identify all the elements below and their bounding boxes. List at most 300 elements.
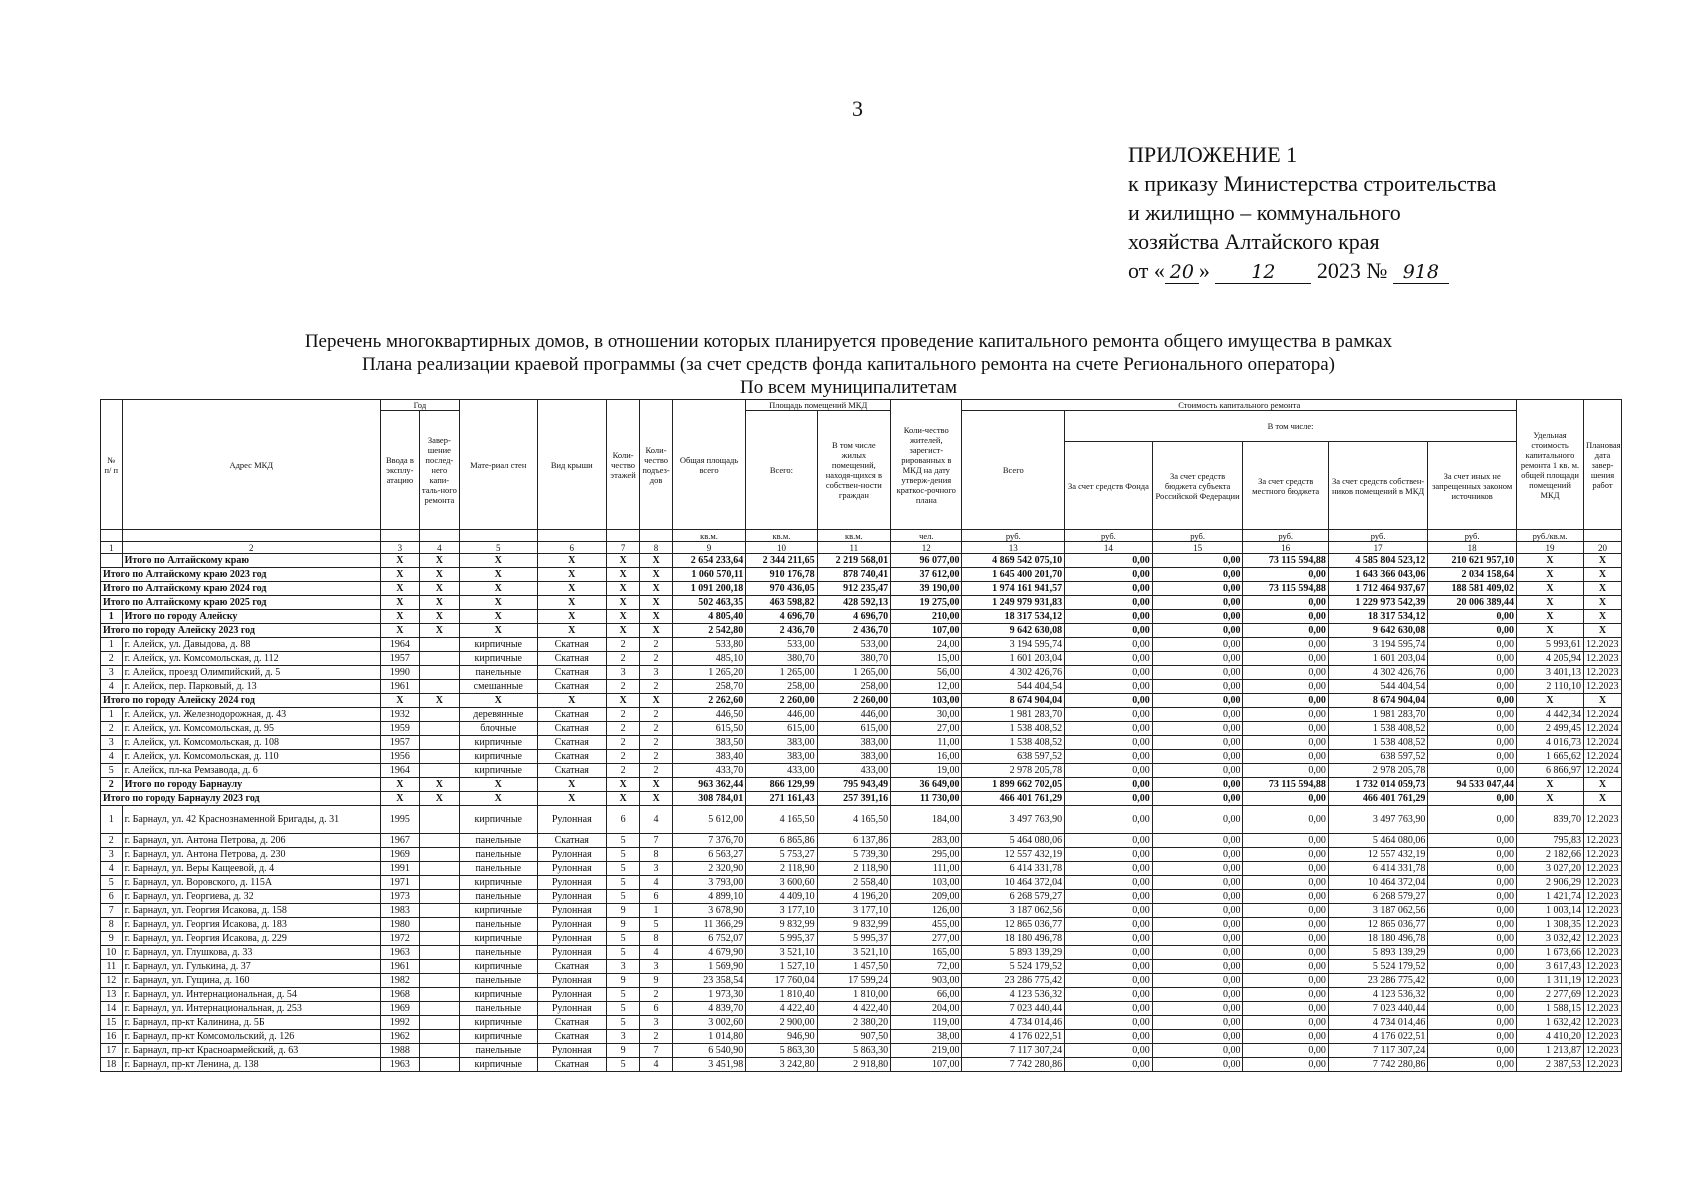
col-plan-date-header: Плановая дата завер-шения работ — [1584, 400, 1622, 530]
plan-date: 12.2023 — [1584, 1016, 1622, 1030]
roof-type: Скатная — [537, 1058, 606, 1072]
x-mark: X — [419, 582, 459, 596]
year-last-repair — [419, 1016, 459, 1030]
cost-federal: 0,00 — [1152, 904, 1243, 918]
row-number: 5 — [101, 876, 123, 890]
wall-material: панельные — [459, 890, 537, 904]
wall-material: смешанные — [459, 680, 537, 694]
area-all: 6 865,86 — [746, 834, 817, 848]
cost-fund: 0,00 — [1065, 918, 1153, 932]
x-mark: X — [606, 792, 640, 806]
x-mark: X — [537, 778, 606, 792]
year-last-repair — [419, 680, 459, 694]
cost-total: 3 194 595,74 — [962, 638, 1065, 652]
roof-type: Скатная — [537, 834, 606, 848]
area-total: 1 091 200,18 — [672, 582, 746, 596]
cost-owners: 18 317 534,12 — [1328, 610, 1427, 624]
cost-total: 3 497 763,90 — [962, 806, 1065, 834]
floors: 2 — [606, 638, 640, 652]
floors: 5 — [606, 988, 640, 1002]
area-resid: 380,70 — [817, 652, 891, 666]
residents: 283,00 — [891, 834, 962, 848]
area-all: 2 344 211,65 — [746, 554, 817, 568]
cost-local: 0,00 — [1243, 974, 1328, 988]
x-mark: X — [537, 582, 606, 596]
cost-federal: 0,00 — [1152, 1044, 1243, 1058]
cost-other: 210 621 957,10 — [1428, 554, 1517, 568]
cost-local: 0,00 — [1243, 1016, 1328, 1030]
unit-cost: 1 308,35 — [1517, 918, 1584, 932]
cost-total: 4 176 022,51 — [962, 1030, 1065, 1044]
unit-cost: X — [1517, 624, 1584, 638]
residents: 119,00 — [891, 1016, 962, 1030]
entrances: 6 — [640, 890, 672, 904]
cost-local: 0,00 — [1243, 806, 1328, 834]
entrances: 2 — [640, 722, 672, 736]
house-address: г. Алейск, ул. Комсомольская, д. 112 — [122, 652, 380, 666]
x-mark: X — [380, 778, 419, 792]
year-commission: 1968 — [380, 988, 419, 1002]
house-row — [101, 652, 1622, 666]
column-numbers-row — [101, 542, 1622, 554]
house-address: г. Барнаул, ул. Гущина, д. 160 — [122, 974, 380, 988]
x-mark: X — [640, 554, 672, 568]
floors: 3 — [606, 960, 640, 974]
cost-federal: 0,00 — [1152, 960, 1243, 974]
area-total: 1 265,20 — [672, 666, 746, 680]
column-number: 1 — [101, 542, 123, 554]
cost-other: 0,00 — [1428, 722, 1517, 736]
x-mark: X — [606, 778, 640, 792]
residents: 72,00 — [891, 960, 962, 974]
unit-cost: 3 027,20 — [1517, 862, 1584, 876]
year-last-repair — [419, 1030, 459, 1044]
row-number: 8 — [101, 918, 123, 932]
plan-date: 12.2023 — [1584, 904, 1622, 918]
unit-cost: 1 665,62 — [1517, 750, 1584, 764]
row-number: 7 — [101, 904, 123, 918]
unit-cost: 2 906,29 — [1517, 876, 1584, 890]
row-number: 18 — [101, 1058, 123, 1072]
year-commission: 1956 — [380, 750, 419, 764]
year-last-repair — [419, 890, 459, 904]
area-total: 4 899,10 — [672, 890, 746, 904]
cost-total: 18 180 496,78 — [962, 932, 1065, 946]
cost-other: 0,00 — [1428, 932, 1517, 946]
cost-federal: 0,00 — [1152, 918, 1243, 932]
col-number-header: № п/ п — [101, 400, 123, 530]
cost-owners: 7 117 307,24 — [1328, 1044, 1427, 1058]
cost-local: 73 115 594,88 — [1243, 778, 1328, 792]
year-last-repair — [419, 904, 459, 918]
cost-fund: 0,00 — [1065, 568, 1153, 582]
cost-owners: 4 302 426,76 — [1328, 666, 1427, 680]
area-total: 6 540,90 — [672, 1044, 746, 1058]
cost-local: 0,00 — [1243, 750, 1328, 764]
entrances: 4 — [640, 946, 672, 960]
area-total: 433,70 — [672, 764, 746, 778]
area-resid: 907,50 — [817, 1030, 891, 1044]
cost-total: 12 865 036,77 — [962, 918, 1065, 932]
plan-date: 12.2023 — [1584, 1058, 1622, 1072]
area-all: 866 129,99 — [746, 778, 817, 792]
date-year: 2023 № — [1316, 258, 1388, 283]
row-number: 11 — [101, 960, 123, 974]
heading-line: Перечень многоквартирных домов, в отношении которых планируется проведение капитального ремонта общего имущества в рамках — [304, 331, 1393, 352]
house-row — [101, 764, 1622, 778]
cost-local: 0,00 — [1243, 960, 1328, 974]
area-resid: 258,00 — [817, 680, 891, 694]
wall-material: кирпичные — [459, 932, 537, 946]
roof-type: Рулонная — [537, 904, 606, 918]
house-row — [101, 638, 1622, 652]
x-mark: X — [537, 610, 606, 624]
wall-material: панельные — [459, 1044, 537, 1058]
cost-total: 466 401 761,29 — [962, 792, 1065, 806]
residents: 165,00 — [891, 946, 962, 960]
entrances: 3 — [640, 862, 672, 876]
floors: 2 — [606, 652, 640, 666]
year-last-repair — [419, 974, 459, 988]
residents: 11 730,00 — [891, 792, 962, 806]
row-number: 2 — [101, 652, 123, 666]
column-number: 19 — [1517, 542, 1584, 554]
cost-local: 0,00 — [1243, 596, 1328, 610]
floors: 2 — [606, 708, 640, 722]
plan-date: X — [1584, 568, 1622, 582]
entrances: 3 — [640, 666, 672, 680]
house-address: г. Алейск, ул. Железнодорожная, д. 43 — [122, 708, 380, 722]
floors: 3 — [606, 1030, 640, 1044]
cost-local: 0,00 — [1243, 1058, 1328, 1072]
cost-other: 0,00 — [1428, 638, 1517, 652]
cost-total: 9 642 630,08 — [962, 624, 1065, 638]
cost-other: 0,00 — [1428, 680, 1517, 694]
cost-other: 0,00 — [1428, 890, 1517, 904]
wall-material: панельные — [459, 848, 537, 862]
wall-material: кирпичные — [459, 1016, 537, 1030]
year-last-repair — [419, 708, 459, 722]
residents: 66,00 — [891, 988, 962, 1002]
plan-date: 12.2023 — [1584, 834, 1622, 848]
cost-local: 0,00 — [1243, 708, 1328, 722]
cost-total: 23 286 775,42 — [962, 974, 1065, 988]
floors: 2 — [606, 736, 640, 750]
house-address: г. Алейск, ул. Давыдова, д. 88 — [122, 638, 380, 652]
house-address: г. Барнаул, пр-кт Калинина, д. 5Б — [122, 1016, 380, 1030]
total-label: Итого по городу Алейску 2024 год — [101, 694, 381, 708]
area-resid: 878 740,41 — [817, 568, 891, 582]
area-total: 1 014,80 — [672, 1030, 746, 1044]
area-all: 4 165,50 — [746, 806, 817, 834]
cost-local: 0,00 — [1243, 624, 1328, 638]
house-row — [101, 708, 1622, 722]
unit-label: руб. — [1328, 530, 1427, 542]
residents: 210,00 — [891, 610, 962, 624]
cost-owners: 10 464 372,04 — [1328, 876, 1427, 890]
area-all: 258,00 — [746, 680, 817, 694]
total-row — [101, 554, 1622, 568]
x-mark: X — [640, 778, 672, 792]
year-total-row — [101, 694, 1622, 708]
x-mark: X — [640, 568, 672, 582]
entrances: 2 — [640, 736, 672, 750]
area-resid: 6 137,86 — [817, 834, 891, 848]
plan-date: 12.2024 — [1584, 708, 1622, 722]
plan-date: 12.2023 — [1584, 988, 1622, 1002]
x-mark: X — [419, 624, 459, 638]
roof-type: Скатная — [537, 1016, 606, 1030]
col-year-group-header: Год — [380, 400, 459, 411]
area-total: 3 002,60 — [672, 1016, 746, 1030]
area-all: 4 409,10 — [746, 890, 817, 904]
total-label: Итого по городу Барнаулу 2023 год — [101, 792, 381, 806]
plan-date: X — [1584, 778, 1622, 792]
area-resid: 1 457,50 — [817, 960, 891, 974]
area-total: 615,50 — [672, 722, 746, 736]
cost-total: 1 601 203,04 — [962, 652, 1065, 666]
roof-type: Рулонная — [537, 918, 606, 932]
house-address: г. Барнаул, ул. Гулькина, д. 37 — [122, 960, 380, 974]
entrances: 3 — [640, 1016, 672, 1030]
cost-fund: 0,00 — [1065, 722, 1153, 736]
unit-cost: X — [1517, 568, 1584, 582]
area-all: 9 832,99 — [746, 918, 817, 932]
year-commission: 1983 — [380, 904, 419, 918]
cost-other: 0,00 — [1428, 792, 1517, 806]
area-all: 5 995,37 — [746, 932, 817, 946]
residents: 37 612,00 — [891, 568, 962, 582]
cost-fund: 0,00 — [1065, 1002, 1153, 1016]
cost-fund: 0,00 — [1065, 1030, 1153, 1044]
cost-federal: 0,00 — [1152, 806, 1243, 834]
wall-material: кирпичные — [459, 904, 537, 918]
entrances: 2 — [640, 680, 672, 694]
house-row — [101, 834, 1622, 848]
floors: 5 — [606, 834, 640, 848]
floors: 5 — [606, 946, 640, 960]
cost-local: 0,00 — [1243, 694, 1328, 708]
annex-title: ПРИЛОЖЕНИЕ 1 — [1128, 142, 1298, 167]
year-last-repair — [419, 1058, 459, 1072]
unit-label: кв.м. — [746, 530, 817, 542]
cost-fund: 0,00 — [1065, 750, 1153, 764]
cost-federal: 0,00 — [1152, 736, 1243, 750]
total-label: Итого по городу Барнаулу — [122, 778, 380, 792]
plan-date: 12.2024 — [1584, 750, 1622, 764]
order-number-signature: 918 — [1393, 261, 1449, 284]
cost-other: 0,00 — [1428, 960, 1517, 974]
wall-material: кирпичные — [459, 806, 537, 834]
cost-owners: 3 194 595,74 — [1328, 638, 1427, 652]
column-number: 10 — [746, 542, 817, 554]
row-number: 5 — [101, 764, 123, 778]
cost-other: 2 034 158,64 — [1428, 568, 1517, 582]
house-row — [101, 946, 1622, 960]
cost-local: 0,00 — [1243, 722, 1328, 736]
roof-type: Скатная — [537, 652, 606, 666]
wall-material: панельные — [459, 834, 537, 848]
column-number: 8 — [640, 542, 672, 554]
area-total: 533,80 — [672, 638, 746, 652]
year-last-repair — [419, 960, 459, 974]
area-total: 11 366,29 — [672, 918, 746, 932]
year-commission: 1961 — [380, 680, 419, 694]
cost-other: 188 581 409,02 — [1428, 582, 1517, 596]
x-mark: X — [640, 694, 672, 708]
col-year-commission-header: Ввода в эксплу-атацию — [380, 411, 419, 530]
area-all: 615,00 — [746, 722, 817, 736]
area-total: 446,50 — [672, 708, 746, 722]
entrances: 2 — [640, 638, 672, 652]
plan-date: X — [1584, 792, 1622, 806]
cost-local: 0,00 — [1243, 862, 1328, 876]
roof-type: Рулонная — [537, 974, 606, 988]
residents: 103,00 — [891, 876, 962, 890]
x-mark: X — [537, 792, 606, 806]
x-mark: X — [419, 778, 459, 792]
year-last-repair — [419, 750, 459, 764]
plan-date: 12.2023 — [1584, 1002, 1622, 1016]
floors: 2 — [606, 722, 640, 736]
unit-cost: 5 993,61 — [1517, 638, 1584, 652]
house-address: г. Барнаул, ул. Георгия Исакова, д. 183 — [122, 918, 380, 932]
unit-cost: 795,83 — [1517, 834, 1584, 848]
area-resid: 5 863,30 — [817, 1044, 891, 1058]
cost-other: 0,00 — [1428, 694, 1517, 708]
wall-material: кирпичные — [459, 638, 537, 652]
roof-type: Рулонная — [537, 890, 606, 904]
residents: 19 275,00 — [891, 596, 962, 610]
roof-type: Рулонная — [537, 806, 606, 834]
cost-owners: 4 123 536,32 — [1328, 988, 1427, 1002]
cost-other: 0,00 — [1428, 1044, 1517, 1058]
year-commission: 1957 — [380, 736, 419, 750]
annex-block — [1128, 140, 1496, 285]
cost-federal: 0,00 — [1152, 750, 1243, 764]
cost-total: 5 464 080,06 — [962, 834, 1065, 848]
col-area-total-header: Общая площадь всего — [672, 400, 746, 530]
unit-cost: 2 110,10 — [1517, 680, 1584, 694]
col-incl-header: В том числе: — [1065, 411, 1517, 442]
cost-owners: 1 538 408,52 — [1328, 722, 1427, 736]
cost-federal: 0,00 — [1152, 596, 1243, 610]
cost-local: 0,00 — [1243, 904, 1328, 918]
annex-line: хозяйства Алтайского края — [1128, 229, 1380, 254]
floors: 9 — [606, 974, 640, 988]
cost-owners: 2 978 205,78 — [1328, 764, 1427, 778]
cost-other: 0,00 — [1428, 904, 1517, 918]
cost-federal: 0,00 — [1152, 1016, 1243, 1030]
col-cost-total-header: Всего — [962, 411, 1065, 530]
x-mark: X — [380, 554, 419, 568]
area-total: 4 839,70 — [672, 1002, 746, 1016]
house-row — [101, 666, 1622, 680]
cost-federal: 0,00 — [1152, 722, 1243, 736]
cost-fund: 0,00 — [1065, 554, 1153, 568]
x-mark: X — [537, 624, 606, 638]
cost-federal: 0,00 — [1152, 680, 1243, 694]
cost-federal: 0,00 — [1152, 848, 1243, 862]
year-commission: 1990 — [380, 666, 419, 680]
floors: 5 — [606, 1016, 640, 1030]
area-resid: 428 592,13 — [817, 596, 891, 610]
wall-material: кирпичные — [459, 960, 537, 974]
area-total: 4 805,40 — [672, 610, 746, 624]
row-number: 15 — [101, 1016, 123, 1030]
area-resid: 4 422,40 — [817, 1002, 891, 1016]
year-commission: 1962 — [380, 1030, 419, 1044]
cost-fund: 0,00 — [1065, 904, 1153, 918]
year-total-row — [101, 596, 1622, 610]
area-all: 463 598,82 — [746, 596, 817, 610]
cost-fund: 0,00 — [1065, 680, 1153, 694]
cost-owners: 5 464 080,06 — [1328, 834, 1427, 848]
cost-owners: 7 023 440,44 — [1328, 1002, 1427, 1016]
cost-owners: 8 674 904,04 — [1328, 694, 1427, 708]
cost-total: 4 302 426,76 — [962, 666, 1065, 680]
unit-cost: X — [1517, 596, 1584, 610]
plan-date: 12.2024 — [1584, 722, 1622, 736]
cost-federal: 0,00 — [1152, 638, 1243, 652]
row-number: 9 — [101, 932, 123, 946]
column-number: 14 — [1065, 542, 1153, 554]
cost-other: 0,00 — [1428, 988, 1517, 1002]
cost-federal: 0,00 — [1152, 932, 1243, 946]
area-total: 502 463,35 — [672, 596, 746, 610]
year-commission: 1991 — [380, 862, 419, 876]
cost-federal: 0,00 — [1152, 890, 1243, 904]
unit-cost: 4 442,34 — [1517, 708, 1584, 722]
roof-type: Рулонная — [537, 932, 606, 946]
unit-label: руб./кв.м. — [1517, 530, 1584, 542]
x-mark: X — [459, 568, 537, 582]
entrances: 1 — [640, 904, 672, 918]
floors: 5 — [606, 890, 640, 904]
year-last-repair — [419, 862, 459, 876]
cost-owners: 12 865 036,77 — [1328, 918, 1427, 932]
x-mark: X — [640, 596, 672, 610]
residents: 96 077,00 — [891, 554, 962, 568]
unit-cost: X — [1517, 694, 1584, 708]
entrances: 4 — [640, 876, 672, 890]
plan-date: 12.2023 — [1584, 890, 1622, 904]
plan-date: 12.2023 — [1584, 1044, 1622, 1058]
year-last-repair — [419, 806, 459, 834]
area-all: 1 527,10 — [746, 960, 817, 974]
residents: 15,00 — [891, 652, 962, 666]
column-number: 5 — [459, 542, 537, 554]
x-mark: X — [380, 568, 419, 582]
unit-label: руб. — [962, 530, 1065, 542]
total-row — [101, 778, 1622, 792]
area-total: 963 362,44 — [672, 778, 746, 792]
x-mark: X — [459, 554, 537, 568]
plan-date: 12.2023 — [1584, 652, 1622, 666]
year-commission: 1992 — [380, 1016, 419, 1030]
cost-total: 8 674 904,04 — [962, 694, 1065, 708]
area-all: 4 696,70 — [746, 610, 817, 624]
cost-local: 0,00 — [1243, 932, 1328, 946]
area-resid: 2 118,90 — [817, 862, 891, 876]
column-number: 17 — [1328, 542, 1427, 554]
cost-local: 0,00 — [1243, 652, 1328, 666]
cost-federal: 0,00 — [1152, 876, 1243, 890]
cost-fund: 0,00 — [1065, 624, 1153, 638]
x-mark: X — [380, 792, 419, 806]
roof-type: Скатная — [537, 1030, 606, 1044]
col-other-header: За счет иных не запрещенных законом источников — [1428, 442, 1517, 530]
